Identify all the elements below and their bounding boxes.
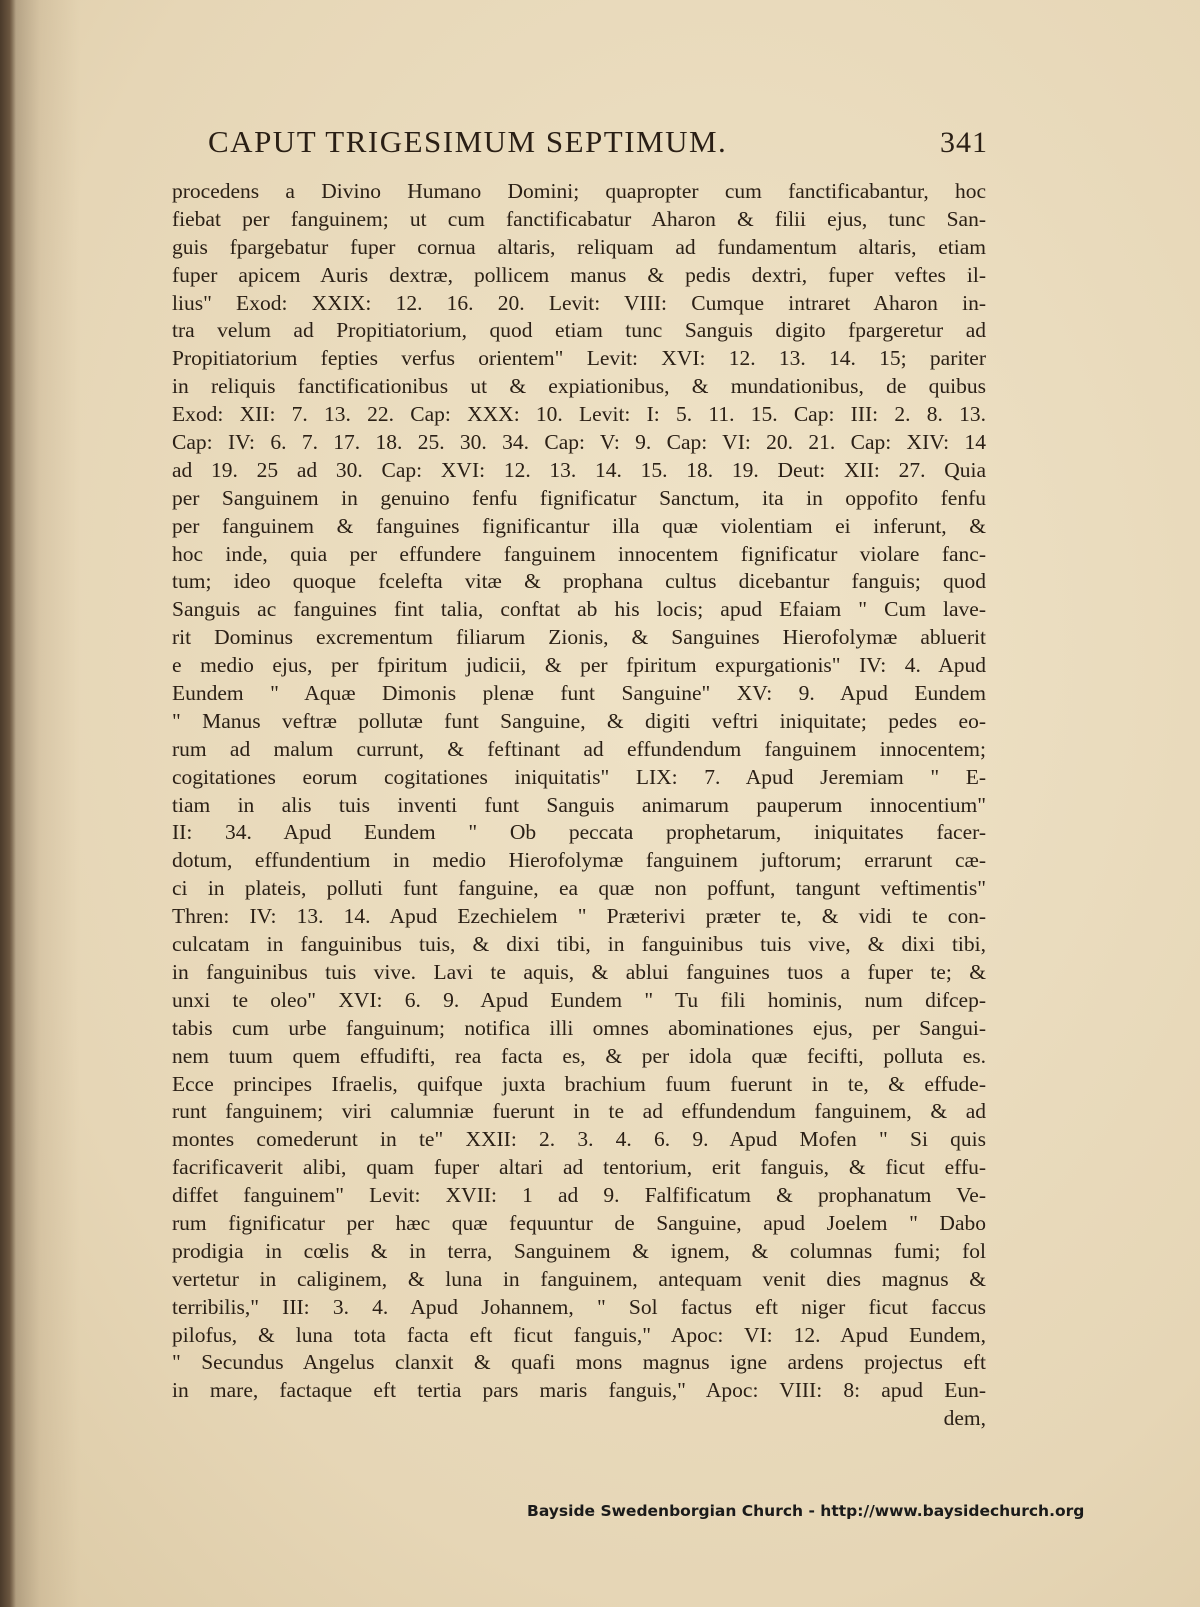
text-line: pilofus, & luna tota facta eft ficut fanguis," Apoc: VI: 12. Apud Eundem, xyxy=(172,1322,986,1347)
text-line: Exod: XII: 7. 13. 22. Cap: XXX: 10. Levit: I: 5. 11. 15. Cap: III: 2. 8. 13. xyxy=(172,402,986,427)
text-line: guis fpargebatur fuper cornua altaris, reliquam ad fundamentum altaris, etiam xyxy=(172,234,986,259)
text-line: Thren: IV: 13. 14. Apud Ezechielem " Præterivi præter te, & vidi te con- xyxy=(172,904,986,929)
running-head xyxy=(208,118,988,168)
text-line: per fanguinem & fanguines fignificantur illa quæ violentiam ei inferunt, & xyxy=(172,513,986,538)
text-line: unxi te oleo" XVI: 6. 9. Apud Eundem " Tu fili hominis, num difcep- xyxy=(172,987,986,1012)
text-line: in mare, factaque eft tertia pars maris fanguis," Apoc: VIII: 8: apud Eun- xyxy=(172,1378,986,1403)
text-line: hoc inde, quia per effundere fanguinem innocentem fignificatur violare fanc- xyxy=(172,541,986,566)
text-line: rit Dominus excrementum filiarum Zionis, & Sanguines Hierofolymæ abluerit xyxy=(172,625,986,650)
text-line: rum fignificatur per hæc quæ fequuntur de Sanguine, apud Joelem " Dabo xyxy=(172,1210,986,1235)
text-line: e medio ejus, per fpiritum judicii, & per fpiritum expurgationis" IV: 4. Apud xyxy=(172,653,986,678)
text-line: dem, xyxy=(943,1406,986,1431)
text-line: dotum, effundentium in medio Hierofolymæ fanguinem juftorum; errarunt cæ- xyxy=(172,848,986,873)
text-line: in reliquis fanctificationibus ut & expiationibus, & mundationibus, de quibus xyxy=(172,374,986,399)
text-line: runt fanguinem; viri calumniæ fuerunt in te ad effundendum fanguinem, & ad xyxy=(172,1099,986,1124)
text-line: " Manus veftræ pollutæ funt Sanguine, & digiti veftri iniquitate; pedes eo- xyxy=(172,708,986,733)
text-line: prodigia in cœlis & in terra, Sanguinem & ignem, & columnas fumi; fol xyxy=(172,1238,986,1263)
text-line: culcatam in fanguinibus tuis, & dixi tibi, in fanguinibus tuis vive, & dixi tibi, xyxy=(172,932,986,957)
text-line: cogitationes eorum cogitationes iniquitatis" LIX: 7. Apud Jeremiam " E- xyxy=(172,764,986,789)
text-line: Ecce principes Ifraelis, quifque juxta brachium fuum fuerunt in te, & effude- xyxy=(172,1071,986,1096)
text-line: tra velum ad Propitiatorium, quod etiam tunc Sanguis digito fpargeretur ad xyxy=(172,318,986,343)
text-line: per Sanguinem in genuino fenfu fignificatur Sanctum, ita in oppofito fenfu xyxy=(172,485,986,510)
text-line: Sanguis ac fanguines fint talia, conftat ab his locis; apud Efaiam " Cum lave- xyxy=(172,597,986,622)
text-line: terribilis," III: 3. 4. Apud Johannem, " Sol factus eft niger ficut faccus xyxy=(172,1294,986,1319)
text-line: fuper apicem Auris dextræ, pollicem manus & pedis dextri, fuper veftes il- xyxy=(172,262,986,287)
text-line: Propitiatorium fepties verfus orientem" Levit: XVI: 12. 13. 14. 15; pariter xyxy=(172,346,986,371)
text-line: procedens a Divino Humano Domini; quapropter cum fanctificabantur, hoc xyxy=(172,179,986,203)
text-line: Cap: IV: 6. 7. 17. 18. 25. 30. 34. Cap: V: 9. Cap: VI: 20. 21. Cap: XIV: 14 xyxy=(172,430,986,455)
text-line: tum; ideo quoque fcelefta vitæ & prophana cultus dicebantur fanguis; quod xyxy=(172,569,986,594)
text-line: vertetur in caliginem, & luna in fanguinem, antequam venit dies magnus & xyxy=(172,1266,986,1291)
text-line: nem tuum quem effudifti, rea facta es, & per idola quæ fecifti, polluta es. xyxy=(172,1043,986,1068)
text-line: lius" Exod: XXIX: 12. 16. 20. Levit: VIII: Cumque intraret Aharon in- xyxy=(172,290,986,315)
text-line: ci in plateis, polluti funt fanguine, ea quæ non poffunt, tangunt veftimentis" xyxy=(172,876,986,901)
text-line: in fanguinibus tuis vive. Lavi te aquis, & ablui fanguines tuos a fuper te; & xyxy=(172,959,986,984)
text-line: rum ad malum currunt, & feftinant ad effundendum fanguinem innocentem; xyxy=(172,736,986,761)
text-line: Eundem " Aquæ Dimonis plenæ funt Sanguine" XV: 9. Apud Eundem xyxy=(172,681,986,706)
text-line: fiebat per fanguinem; ut cum fanctificabatur Aharon & filii ejus, tunc San- xyxy=(172,206,986,231)
text-line: ad 19. 25 ad 30. Cap: XVI: 12. 13. 14. 15. 18. 19. Deut: XII: 27. Quia xyxy=(172,457,986,482)
text-line: montes comederunt in te" XXII: 2. 3. 4. 6. 9. Apud Mofen " Si quis xyxy=(172,1127,986,1152)
page-spine-shadow xyxy=(0,0,16,1607)
text-line: facrificaverit alibi, quam fuper altari ad tentorium, erit fanguis, & ficut effu- xyxy=(172,1155,986,1180)
text-line: " Secundus Angelus clanxit & quafi mons magnus igne ardens projectus eft xyxy=(172,1350,986,1375)
footer-credit: Bayside Swedenborgian Church - http://www.baysidechurch.org xyxy=(527,1502,1085,1520)
body-text xyxy=(172,178,986,1433)
chapter-title: CAPUT TRIGESIMUM SEPTIMUM. xyxy=(208,124,728,159)
text-line: II: 34. Apud Eundem " Ob peccata prophetarum, iniquitates facer- xyxy=(172,820,986,845)
page-number: 341 xyxy=(940,126,988,159)
text-line: diffet fanguinem" Levit: XVII: 1 ad 9. Falfificatum & prophanatum Ve- xyxy=(172,1183,986,1208)
text-line: tabis cum urbe fanguinum; notifica illi omnes abominationes ejus, per Sangui- xyxy=(172,1015,986,1040)
text-line: tiam in alis tuis inventi funt Sanguis animarum pauperum innocentium" xyxy=(172,792,986,817)
